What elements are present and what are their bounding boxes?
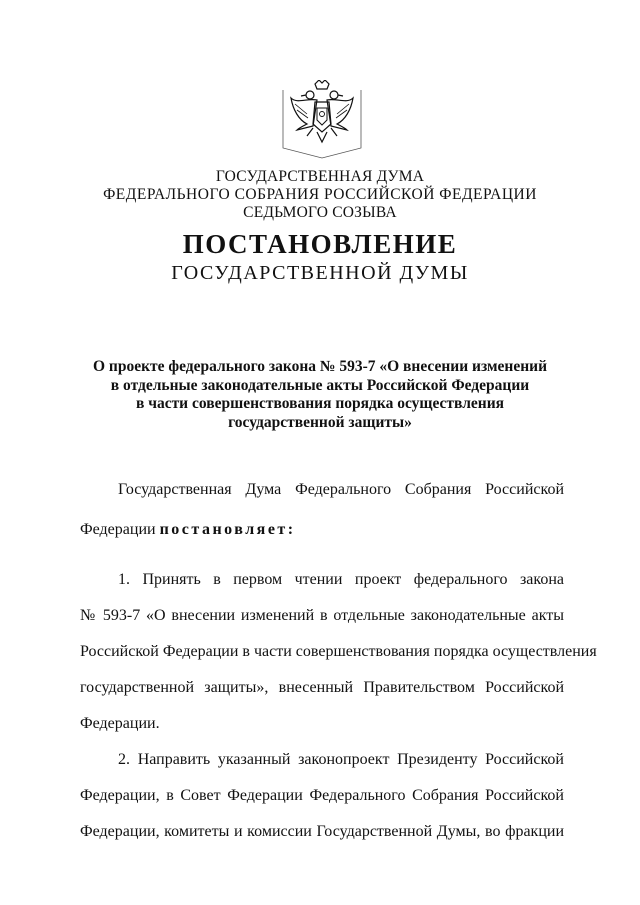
paragraph-1-line: 1. Принять в первом чтении проект федерального закона <box>118 571 564 588</box>
subject-line: государственной защиты» <box>228 413 412 431</box>
paragraph-1-line: Федерации. <box>80 715 160 732</box>
org-line-2: ФЕДЕРАЛЬНОГО СОБРАНИЯ РОССИЙСКОЙ ФЕДЕРАЦИИ <box>103 186 537 203</box>
paragraph-1-line: № 593-7 «О внесении изменений в отдельные законодательные акты <box>80 607 564 624</box>
subject-line: в части совершенствования порядка осуществления <box>135 395 505 412</box>
document-subject <box>80 358 560 432</box>
intro-text: Федерации <box>80 521 156 538</box>
org-line-1: ГОСУДАРСТВЕННАЯ ДУМА <box>215 168 425 185</box>
paragraph-2-line: 2. Направить указанный законопроект Президенту Российской <box>118 751 564 768</box>
intro-line <box>80 520 564 540</box>
paragraph-1-line: государственной защиты», внесенный Правительством Российской <box>80 679 564 696</box>
paragraph-2-line: Федерации, комитеты и комиссии Государственной Думы, во фракции <box>80 823 564 840</box>
resolution-verb: постановляет: <box>159 521 296 538</box>
subject-line: О проекте федерального закона № 593-7 «О внесении изменений <box>92 358 548 375</box>
subject-line: в отдельные законодательные акты Российской Федерации <box>110 376 530 394</box>
document-author-title: ГОСУДАРСТВЕННОЙ ДУМЫ <box>171 262 469 284</box>
paragraph-1-line: Российской Федерации в части совершенствования порядка осуществления <box>80 643 597 660</box>
org-line-3: СЕДЬМОГО СОЗЫВА <box>243 204 397 221</box>
russian-coat-of-arms-icon <box>277 80 367 160</box>
intro-line: Государственная Дума Федерального Собрания Российской <box>118 481 564 498</box>
paragraph-2-line: Федерации, в Совет Федерации Федерального Собрания Российской <box>80 787 564 804</box>
document-type-title: ПОСТАНОВЛЕНИЕ <box>182 229 458 259</box>
